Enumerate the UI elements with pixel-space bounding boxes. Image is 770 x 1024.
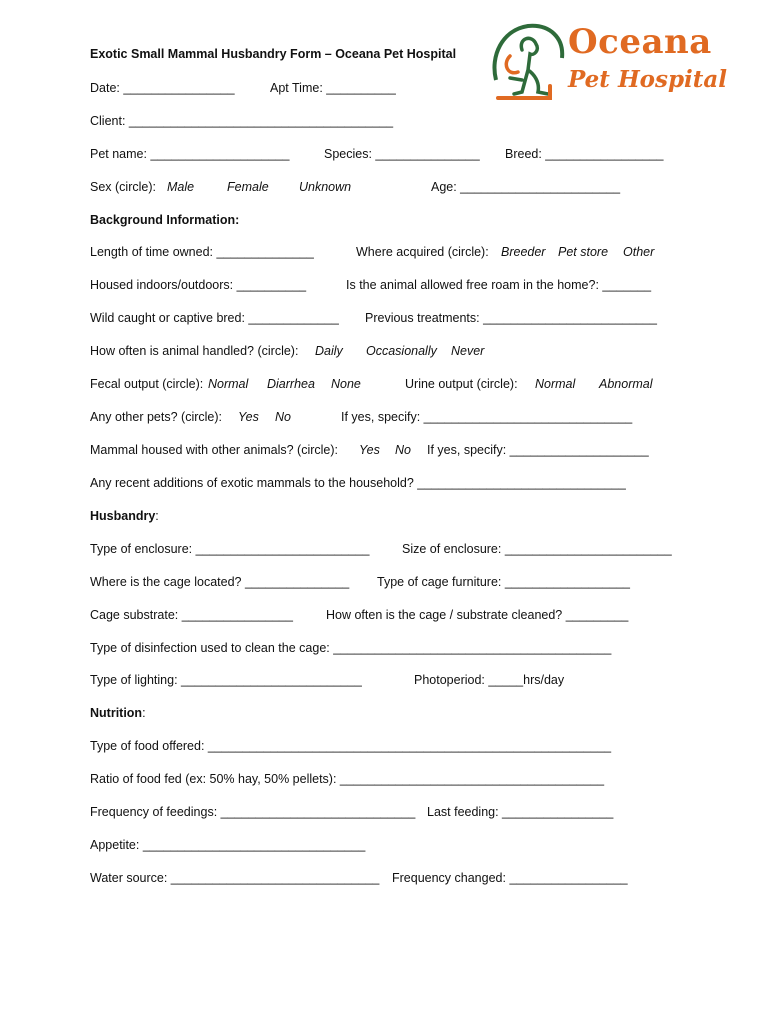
urine-option-normal[interactable]: Normal: [535, 377, 576, 391]
cage-substrate-field[interactable]: Cage substrate: ________________: [90, 608, 293, 622]
food-offered-field[interactable]: Type of food offered: __________________________________________________________: [90, 739, 612, 753]
nutrition-heading: [90, 706, 710, 724]
photoperiod-field[interactable]: Photoperiod: _____hrs/day: [414, 673, 565, 687]
handled-option-never[interactable]: Never: [451, 344, 485, 358]
husbandry-heading: [90, 509, 710, 527]
handled-row: [90, 344, 710, 362]
client-row: [90, 114, 710, 132]
substrate-row: [90, 608, 710, 626]
food-ratio-row: [90, 772, 710, 790]
other-pets-specify-field[interactable]: If yes, specify: ______________________________: [341, 410, 633, 424]
owned-acquired-row: [90, 245, 710, 263]
lighting-row: [90, 673, 710, 691]
where-acquired-label: Where acquired (circle):: [356, 245, 489, 259]
sex-option-female[interactable]: Female: [227, 180, 269, 194]
free-roam-field[interactable]: Is the animal allowed free roam in the home?: _______: [346, 278, 652, 292]
fecal-option-diarrhea[interactable]: Diarrhea: [267, 377, 315, 391]
sex-option-unknown[interactable]: Unknown: [299, 180, 352, 194]
wild-treatments-row: [90, 311, 710, 329]
enclosure-row: [90, 542, 710, 560]
logo-name: Oceana: [568, 22, 712, 62]
date-field[interactable]: Date: ________________: [90, 81, 235, 95]
handled-option-daily[interactable]: Daily: [315, 344, 343, 358]
fecal-option-none[interactable]: None: [331, 377, 361, 391]
apt-time-field[interactable]: Apt Time: __________: [270, 81, 396, 95]
fecal-label: Fecal output (circle):: [90, 377, 204, 391]
disinfection-row: [90, 641, 710, 659]
housed-with-row: [90, 443, 710, 461]
breed-field[interactable]: Breed: _________________: [505, 147, 664, 161]
output-row: [90, 377, 710, 395]
sex-option-male[interactable]: Male: [167, 180, 195, 194]
where-option-breeder[interactable]: Breeder: [501, 245, 546, 259]
length-owned-field[interactable]: Length of time owned: ______________: [90, 245, 314, 259]
recent-additions-field[interactable]: Any recent additions of exotic mammals to the household? ______________________________: [90, 476, 626, 490]
housed-with-label: Mammal housed with other animals? (circle):: [90, 443, 339, 457]
feeding-frequency-field[interactable]: Frequency of feedings: ____________________________: [90, 805, 416, 819]
pet-name-field[interactable]: Pet name: ____________________: [90, 147, 290, 161]
pet-row: [90, 147, 710, 165]
cage-location-row: [90, 575, 710, 593]
husbandry-heading-text: Husbandry: [90, 509, 156, 523]
housed-with-option-no[interactable]: No: [395, 443, 411, 457]
date-row: [90, 81, 710, 99]
wild-caught-field[interactable]: Wild caught or captive bred: _____________: [90, 311, 339, 325]
handled-label: How often is animal handled? (circle):: [90, 344, 299, 358]
where-option-pet-store[interactable]: Pet store: [558, 245, 609, 259]
frequency-changed-field[interactable]: Frequency changed: _________________: [392, 871, 628, 885]
recent-additions-row: [90, 476, 710, 494]
age-field[interactable]: Age: _______________________: [431, 180, 621, 194]
feeding-row: [90, 805, 710, 823]
last-feeding-field[interactable]: Last feeding: ________________: [427, 805, 614, 819]
fecal-option-normal[interactable]: Normal: [208, 377, 249, 391]
cage-cleaned-field[interactable]: How often is the cage / substrate cleaned? _________: [326, 608, 629, 622]
background-heading-text: Background Information:: [90, 213, 240, 227]
form-title: Exotic Small Mammal Husbandry Form – Oceana Pet Hospital: [90, 47, 457, 61]
other-pets-option-yes[interactable]: Yes: [238, 410, 259, 424]
food-offered-row: [90, 739, 710, 757]
urine-label: Urine output (circle):: [405, 377, 518, 391]
appetite-field[interactable]: Appetite: ________________________________: [90, 838, 366, 852]
urine-option-abnormal[interactable]: Abnormal: [599, 377, 653, 391]
housed-roam-row: [90, 278, 710, 296]
other-pets-row: [90, 410, 710, 428]
logo-subtitle: Pet Hospital: [568, 66, 728, 93]
cage-furniture-field[interactable]: Type of cage furniture: __________________: [377, 575, 630, 589]
appetite-row: [90, 838, 710, 856]
housed-with-option-yes[interactable]: Yes: [359, 443, 380, 457]
housed-field[interactable]: Housed indoors/outdoors: __________: [90, 278, 307, 292]
handled-option-occasionally[interactable]: Occasionally: [366, 344, 437, 358]
housed-with-specify-field[interactable]: If yes, specify: ____________________: [427, 443, 649, 457]
background-heading: [90, 213, 710, 231]
enclosure-type-field[interactable]: Type of enclosure: _________________________: [90, 542, 370, 556]
lighting-field[interactable]: Type of lighting: __________________________: [90, 673, 362, 687]
water-row: [90, 871, 710, 889]
other-pets-option-no[interactable]: No: [275, 410, 291, 424]
sex-label: Sex (circle):: [90, 180, 156, 194]
nutrition-heading-text: Nutrition: [90, 706, 143, 720]
husbandry-heading-colon: :: [155, 509, 159, 523]
sex-age-row: [90, 180, 710, 198]
other-pets-label: Any other pets? (circle):: [90, 410, 222, 424]
client-field[interactable]: Client: ______________________________________: [90, 114, 394, 128]
food-ratio-field[interactable]: Ratio of food fed (ex: 50% hay, 50% pellets): ______________________________________: [90, 772, 605, 786]
nutrition-heading-colon: :: [142, 706, 146, 720]
where-option-other[interactable]: Other: [623, 245, 655, 259]
water-source-field[interactable]: Water source: ______________________________: [90, 871, 380, 885]
cage-location-field[interactable]: Where is the cage located? _______________: [90, 575, 350, 589]
species-field[interactable]: Species: _______________: [324, 147, 480, 161]
disinfection-field[interactable]: Type of disinfection used to clean the cage: ________________________________________: [90, 641, 612, 655]
previous-treatments-field[interactable]: Previous treatments: _________________________: [365, 311, 657, 325]
enclosure-size-field[interactable]: Size of enclosure: ________________________: [402, 542, 672, 556]
